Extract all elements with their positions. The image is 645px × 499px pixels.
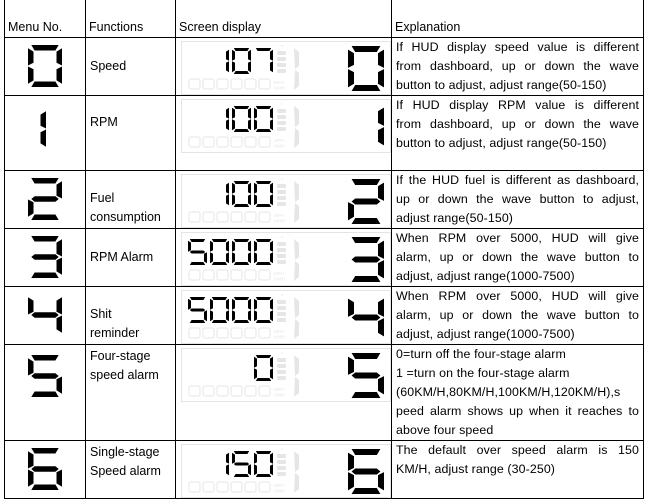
- explanation-line: from dashboard, up or down the wave: [396, 58, 639, 73]
- hud-segment-display: [182, 349, 390, 401]
- hud-display: [181, 444, 391, 498]
- menu-number-cell: [5, 286, 86, 344]
- hud-segment-display: [182, 445, 390, 497]
- svg-text:KM/H: KM/H: [274, 334, 286, 339]
- svg-text:KM/H: KM/H: [274, 488, 286, 493]
- explanation-cell: [392, 170, 644, 228]
- explanation-line: 0=turn off the four-stage alarm: [396, 346, 566, 361]
- function-cell: [86, 170, 176, 228]
- explanation-line: If HUD display RPM value is different: [396, 97, 639, 112]
- explanation-line: adjust, adjust range(1000-7500): [396, 268, 575, 283]
- hud-display: [181, 174, 391, 228]
- function-line: Single-stage: [90, 444, 160, 459]
- svg-text:MPH: MPH: [274, 386, 284, 392]
- explanation-line: (60KM/H,80KM/H,100KM/H,120KM/H),s: [396, 384, 621, 399]
- menu-number-cell: [5, 37, 86, 95]
- screen-display-cell: [176, 286, 392, 344]
- menu-number-cell: [5, 170, 86, 228]
- table-row: [5, 228, 644, 286]
- svg-text:MPH: MPH: [274, 79, 284, 85]
- explanation-line: alarm, up or down the wave button to: [396, 307, 639, 322]
- explanation-line: button to adjust, adjust range(50-150): [396, 135, 607, 150]
- explanation-cell: [392, 37, 644, 95]
- explanation-line: above four speed: [396, 422, 494, 437]
- function-cell: [86, 286, 176, 344]
- explanation-line: peed alarm shows up when it reaches to: [396, 403, 639, 418]
- function-line: Four-stage: [90, 348, 151, 363]
- explanation-line: If HUD display speed value is different: [396, 39, 639, 54]
- explanation-line: adjust, adjust range(1000-7500): [396, 326, 575, 341]
- function-cell: RPM Alarm: [86, 228, 176, 286]
- hud-segment-display: [182, 233, 390, 285]
- hud-segment-display: [182, 42, 390, 94]
- seven-segment-digit-0: [5, 43, 85, 89]
- seven-segment-digit-4: [5, 292, 85, 338]
- svg-text:KM/H: KM/H: [274, 218, 286, 223]
- table-header-row: [5, 0, 644, 37]
- svg-text:KM/H: KM/H: [274, 276, 286, 281]
- explanation-cell: [392, 440, 644, 498]
- header-functions: Functions: [86, 0, 176, 37]
- explanation-line: The default over speed alarm is 150: [396, 442, 639, 457]
- explanation-cell: [392, 344, 644, 440]
- svg-text:MPH: MPH: [274, 212, 284, 218]
- screen-display-cell: [176, 344, 392, 440]
- seven-segment-digit-6: [5, 446, 85, 492]
- hud-display: [181, 41, 391, 95]
- menu-number-cell: [5, 228, 86, 286]
- svg-text:KM/H: KM/H: [274, 392, 286, 397]
- hud-segment-display: [182, 100, 390, 152]
- seven-segment-digit-5: [5, 353, 85, 399]
- explanation-line: When RPM over 5000, HUD will give: [396, 288, 639, 303]
- hud-display: [181, 290, 391, 344]
- function-line: speed alarm: [90, 367, 159, 382]
- explanation-line: 1 =turn on the four-stage alarm: [396, 365, 570, 380]
- hud-display: [181, 232, 391, 286]
- svg-text:MPH: MPH: [274, 270, 284, 276]
- explanation-line: alarm, up or down the wave button to: [396, 249, 639, 264]
- hud-display: [181, 99, 391, 153]
- hud-menu-table: [4, 0, 644, 499]
- explanation-line: button to adjust, adjust range(50-150): [396, 77, 607, 92]
- explanation-line: If the HUD fuel is different as dashboard,: [396, 172, 639, 187]
- menu-number-cell: [5, 440, 86, 498]
- function-cell: RPM: [86, 95, 176, 170]
- hud-segment-display: [182, 175, 390, 227]
- table-row: [5, 344, 644, 440]
- explanation-line: from dashboard, up or down the wave: [396, 116, 639, 131]
- function-cell: [86, 344, 176, 440]
- explanation-line: When RPM over 5000, HUD will give: [396, 230, 639, 245]
- explanation-cell: [392, 228, 644, 286]
- table-row: [5, 286, 644, 344]
- explanation-cell: [392, 286, 644, 344]
- screen-display-cell: [176, 228, 392, 286]
- svg-text:MPH: MPH: [274, 137, 284, 143]
- header-menu-no: Menu No.: [5, 0, 86, 37]
- function-line: consumption: [90, 209, 161, 224]
- table-row: [5, 37, 644, 95]
- svg-text:MPH: MPH: [274, 328, 284, 334]
- function-line: reminder: [90, 325, 140, 340]
- svg-text:MPH: MPH: [274, 482, 284, 488]
- seven-segment-digit-2: [5, 176, 85, 222]
- screen-display-cell: [176, 170, 392, 228]
- seven-segment-digit-3: [5, 234, 85, 280]
- explanation-cell: [392, 95, 644, 170]
- svg-text:KM/H: KM/H: [274, 143, 286, 148]
- hud-display: [181, 348, 391, 402]
- function-line: Shit: [90, 306, 112, 321]
- table-row: [5, 440, 644, 498]
- svg-text:KM/H: KM/H: [274, 85, 286, 90]
- explanation-line: KM/H, adjust range (30-250): [396, 461, 556, 476]
- function-cell: [86, 440, 176, 498]
- header-screen-display: Screen display: [176, 0, 392, 37]
- hud-segment-display: [182, 291, 390, 343]
- screen-display-cell: [176, 37, 392, 95]
- function-cell: Speed: [86, 37, 176, 95]
- header-explanation: Explanation: [392, 0, 644, 37]
- seven-segment-digit-1: [5, 106, 85, 152]
- explanation-line: up or down the wave button to adjust,: [396, 191, 639, 206]
- menu-number-cell: [5, 344, 86, 440]
- function-line: Speed alarm: [90, 463, 161, 478]
- explanation-line: adjust range(50-150): [396, 210, 514, 225]
- table-row: [5, 95, 644, 170]
- function-line: Fuel: [90, 190, 115, 205]
- screen-display-cell: [176, 440, 392, 498]
- table-row: [5, 170, 644, 228]
- menu-number-cell: [5, 95, 86, 170]
- screen-display-cell: [176, 95, 392, 170]
